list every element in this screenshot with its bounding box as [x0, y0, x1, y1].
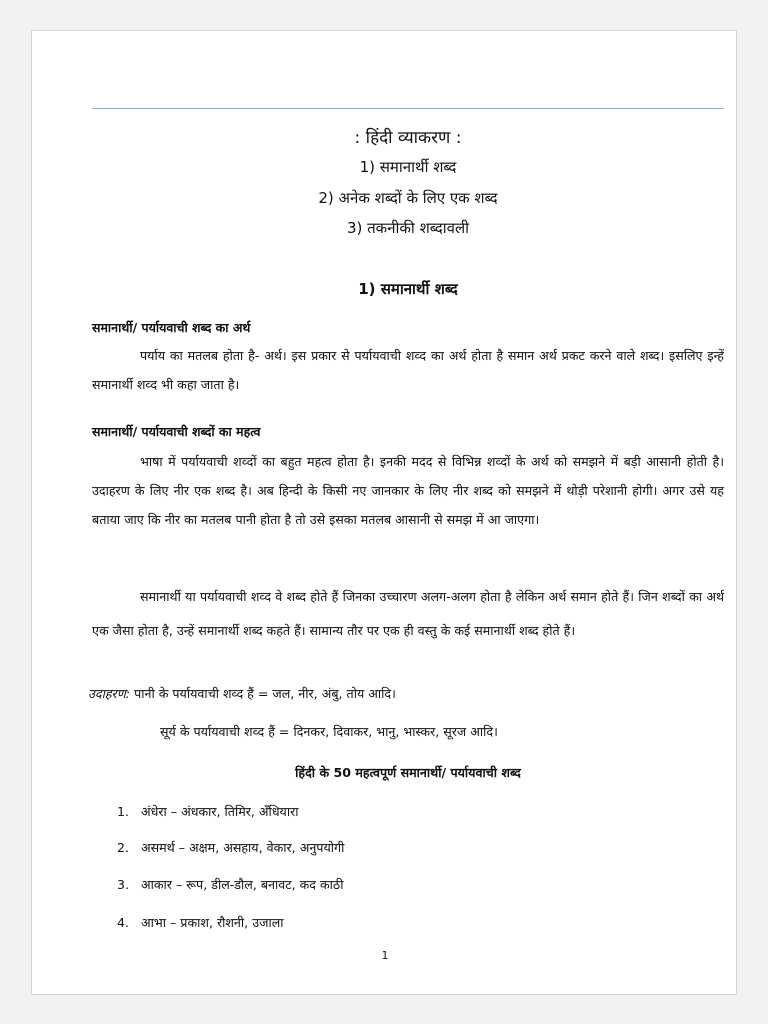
list-item [117, 803, 299, 820]
toc-item-1: 1) समानार्थी शब्द [359, 158, 457, 176]
list-item-text: आकार – रूप, डील-डौल, बनावट, कद काठी [141, 877, 344, 892]
section-heading: 1) समानार्थी शब्द [358, 280, 458, 298]
header-rule [92, 108, 724, 109]
page-number: 1 [381, 949, 389, 962]
paragraph-importance: भाषा में पर्यायवाची शव्दों का बहुत महत्व होता है। इनकी मदद से विभिन्न शव्दों के अर्थ को समझने में बड़ी आसानी होती है। उदाहरण के लिए नीर एक शब्द है। अब हिन्दी के किसी नए जानकार के लिए नीर शब्द को समझने में थोड़ी परेशानी होगी। अगर उसे यह बताया जाए कि नीर का मतलब पानी होता है तो उसे इसका मतलब आसानी से समझ में आ जाएगा। [92, 454, 724, 527]
document-page [31, 30, 737, 995]
list-item [117, 839, 344, 856]
example-sun: सूर्य के पर्यायवाची शव्द हैं = दिनकर, दिवाकर, भानु, भास्कर, सूरज आदि। [160, 724, 498, 739]
list-item [117, 914, 284, 931]
list-item-number: 1. [117, 804, 130, 819]
example-label: उदाहरण: [88, 686, 131, 701]
list-title: हिंदी के 50 महत्वपूर्ण समानार्थी/ पर्यायवाची शब्द [295, 765, 521, 780]
list-item-text: आभा – प्रकाश, रौशनी, उजाला [141, 915, 284, 930]
example-water: पानी के पर्यायवाची शव्द हैं = जल, नीर, अंबु, तोय आदि। [134, 686, 396, 701]
example-line-1 [88, 685, 396, 702]
list-item [117, 876, 344, 893]
list-item-number: 3. [117, 877, 130, 892]
paragraph-meaning: पर्याय का मतलब होता है- अर्थ। इस प्रकार से पर्यायवाची शव्द का अर्थ होता है समान अर्थ प्रकट करने वाले शब्द। इसलिए इन्हें समानार्थी शव्द भी कहा जाता है। [92, 348, 724, 392]
list-item-number: 2. [117, 840, 130, 855]
list-item-number: 4. [117, 915, 130, 930]
toc-item-3: 3) तकनीकी शब्दावली [346, 219, 470, 237]
paragraph-definition: समानार्थी या पर्यायवाची शव्द वे शब्द होते हैं जिनका उच्चारण अलग-अलग होता है लेकिन अर्थ समान होते हैं। जिन शब्दों का अर्थ एक जैसा होता है, उन्हें समानार्थी शब्द कहते हैं। सामान्य तौर पर एक ही वस्तु के कई समानार्थी शब्द होते हैं। [92, 589, 724, 638]
toc-item-2: 2) अनेक शब्दों के लिए एक शब्द [318, 189, 498, 207]
subheading-meaning: समानार्थी/ पर्यायवाची शब्द का अर्थ [92, 320, 251, 335]
subheading-importance: समानार्थी/ पर्यायवाची शब्दों का महत्व [92, 424, 261, 439]
list-item-text: असमर्थ – अक्षम, असहाय, वेकार, अनुपयोगी [141, 840, 345, 855]
document-title: : हिंदी व्याकरण : [354, 128, 462, 148]
list-item-text: अंधेरा – अंधकार, तिमिर, अँधियारा [141, 804, 299, 819]
